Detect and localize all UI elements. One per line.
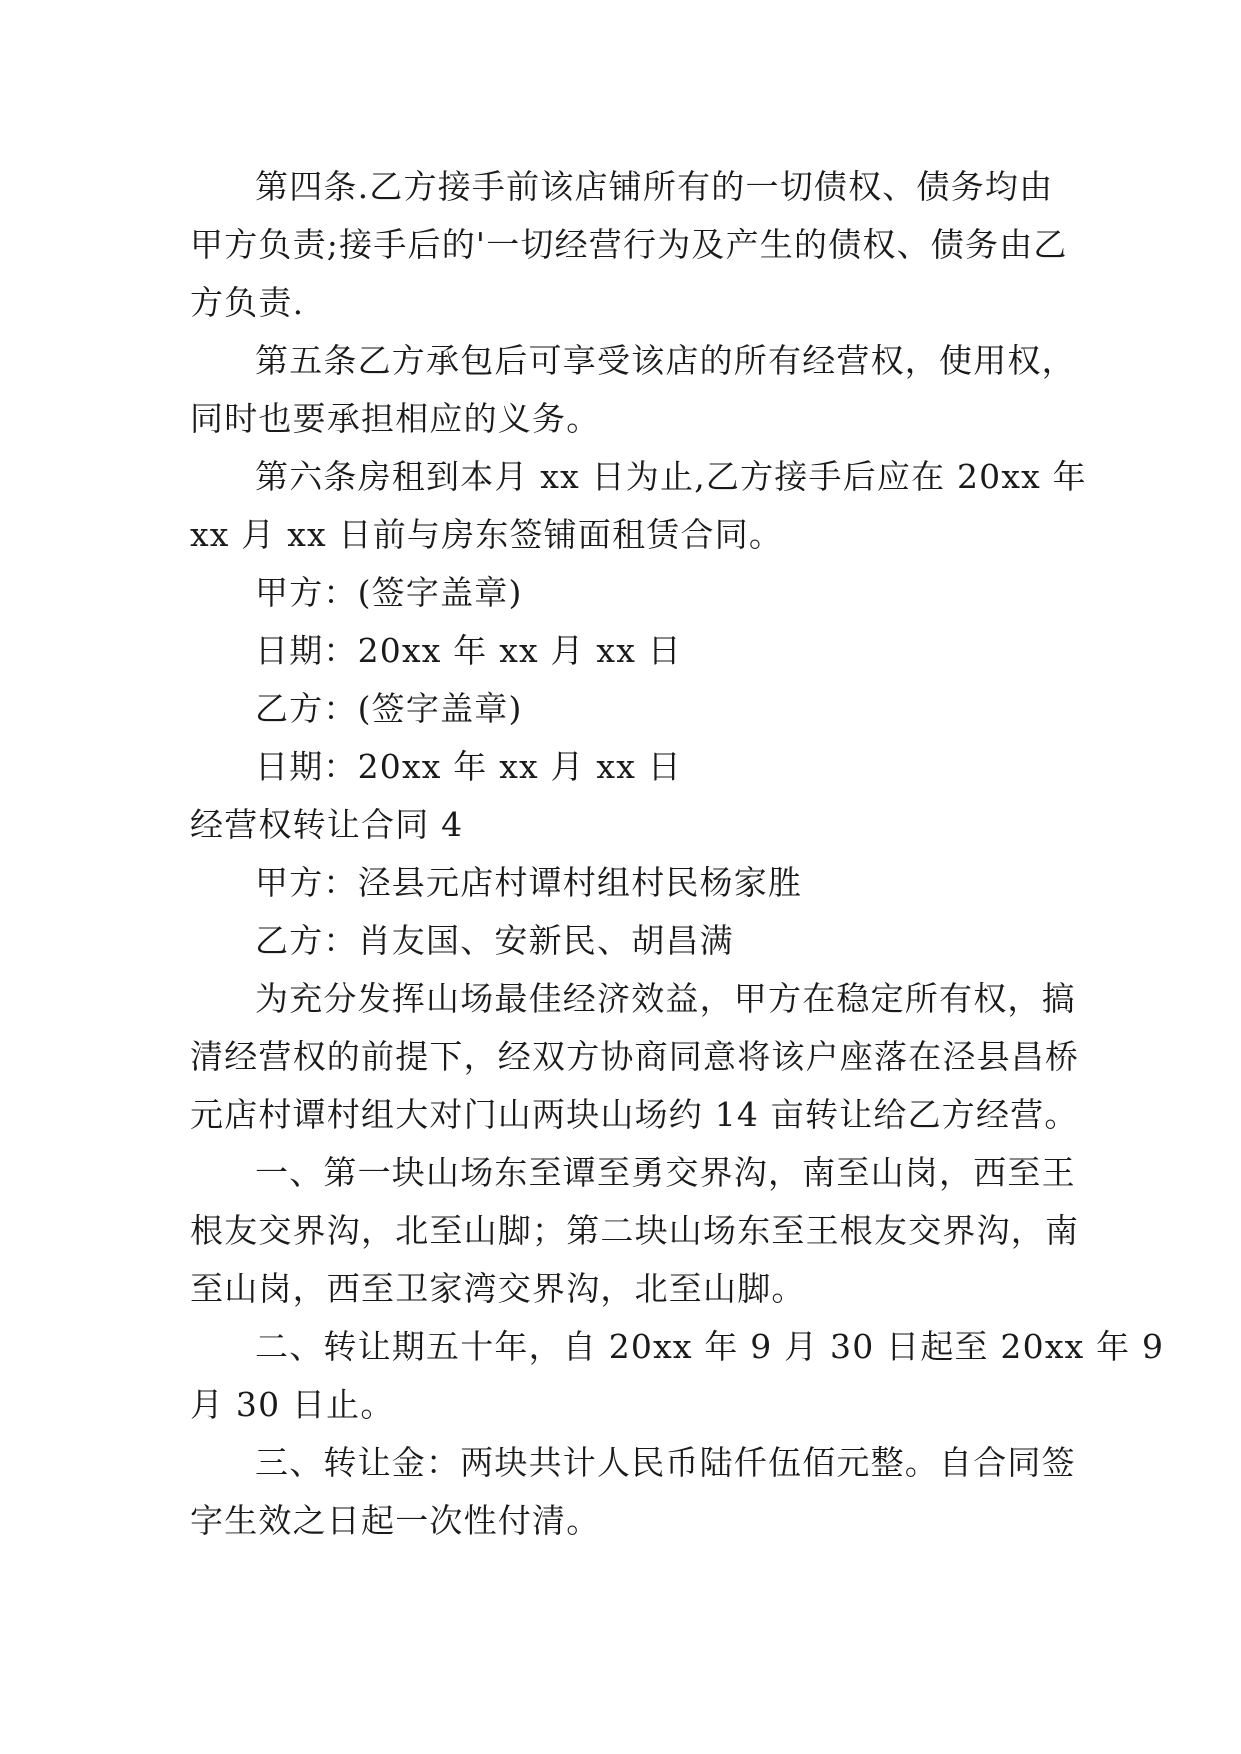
article-5-line-2: 同时也要承担相应的义务。	[190, 399, 601, 438]
article-5-line-1: 第五条乙方承包后可享受该店的所有经营权，使用权，	[255, 341, 1076, 380]
clause-1-line-1: 一、第一块山场东至谭至勇交界沟，南至山岗，西至王	[255, 1153, 1076, 1192]
article-6-line-1: 第六条房租到本月 xx 日为止,乙方接手后应在 20xx 年	[255, 457, 1087, 496]
article-4-line-2: 甲方负责;接手后的'一切经营行为及产生的债权、债务由乙	[190, 225, 1068, 264]
preamble-line-1: 为充分发挥山场最佳经济效益，甲方在稳定所有权，搞	[255, 979, 1076, 1018]
clause-3-line-2: 字生效之日起一次性付清。	[190, 1501, 601, 1540]
preamble-line-2: 清经营权的前提下，经双方协商同意将该户座落在泾县昌桥	[190, 1037, 1080, 1076]
clause-3-line-1: 三、转让金：两块共计人民币陆仟伍佰元整。自合同签	[255, 1443, 1076, 1482]
article-6-line-2: xx 月 xx 日前与房东签铺面租赁合同。	[190, 515, 784, 554]
article-4-line-3: 方负责.	[190, 283, 305, 322]
clause-1-line-3: 至山岗，西至卫家湾交界沟，北至山脚。	[190, 1269, 806, 1308]
clause-1-line-2: 根友交界沟，北至山脚；第二块山场东至王根友交界沟，南	[190, 1211, 1080, 1250]
party-b-signature: 乙方：(签字盖章)	[255, 689, 523, 728]
contract-title: 经营权转让合同 4	[190, 805, 464, 844]
preamble-line-3: 元店村谭村组大对门山两块山场约 14 亩转让给乙方经营。	[190, 1095, 1079, 1134]
article-4-line-1: 第四条.乙方接手前该店铺所有的一切债权、债务均由	[255, 167, 1054, 206]
contract-party-b: 乙方：肖友国、安新民、胡昌满	[255, 921, 734, 960]
party-a-date: 日期：20xx 年 xx 月 xx 日	[255, 631, 682, 670]
party-a-signature: 甲方：(签字盖章)	[255, 573, 523, 612]
clause-2-line-2: 月 30 日止。	[190, 1385, 395, 1424]
party-b-date: 日期：20xx 年 xx 月 xx 日	[255, 747, 682, 786]
clause-2-line-1: 二、转让期五十年，自 20xx 年 9 月 30 日起至 20xx 年 9	[255, 1327, 1165, 1366]
contract-party-a: 甲方：泾县元店村谭村组村民杨家胜	[255, 863, 803, 902]
